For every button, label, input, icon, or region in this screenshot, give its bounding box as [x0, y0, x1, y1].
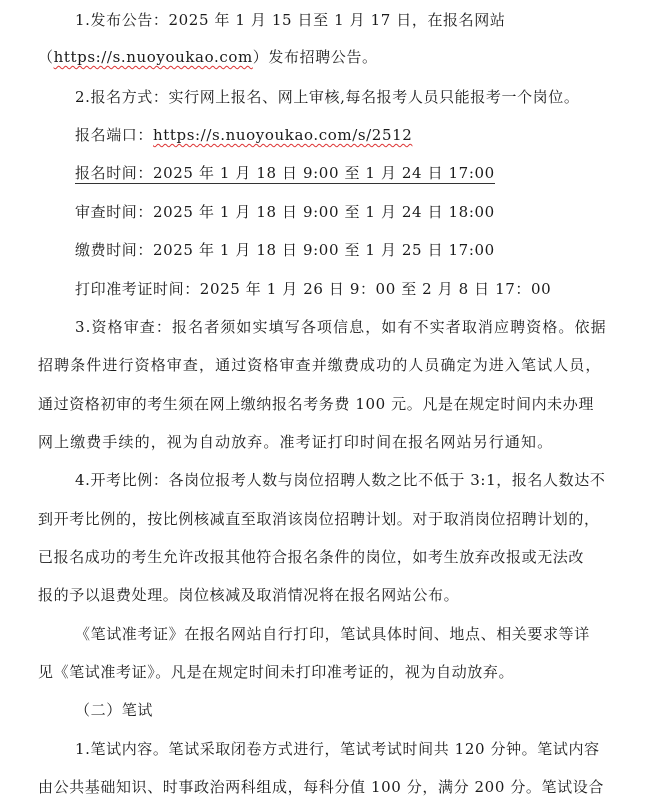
ratio-line-4: 报的予以退费处理。岗位核减及取消情况将在报名网站公布。: [38, 586, 460, 604]
qualification-line-1: 3.资格审查：报名者须如实填写各项信息，如有不实者取消应聘资格。依据: [75, 318, 607, 336]
signup-method: 2.报名方式：实行网上报名、网上审核,每名报考人员只能报考一个岗位。: [75, 88, 580, 106]
portal-label: 报名端口：: [75, 126, 154, 144]
announce-url-line: [38, 47, 378, 67]
written-line-2: 由公共基础知识、时事政治两科组成，每科分值 100 分，满分 200 分。笔试设合: [38, 778, 604, 796]
print-time: 打印准考证时间：2025 年 1 月 26 日 9：00 至 2 月 8 日 17：00: [75, 280, 552, 298]
qualification-line-4: 网上缴费手续的，视为自动放弃。准考证打印时间在报名网站另行通知。: [38, 433, 554, 451]
written-heading: （二）笔试: [75, 701, 154, 719]
qualification-line-3: 通过资格初审的考生须在网上缴纳报名考务费 100 元。凡是在规定时间内未办理: [38, 395, 594, 413]
fee-time: 缴费时间：2025 年 1 月 18 日 9:00 至 1 月 25 日 17:00: [75, 241, 495, 259]
review-time: 审查时间：2025 年 1 月 18 日 9:00 至 1 月 24 日 18:00: [75, 203, 495, 221]
written-line-1: 1.笔试内容。笔试采取闭卷方式进行，笔试考试时间共 120 分钟。笔试内容: [75, 740, 600, 758]
qualification-line-2: 招聘条件进行资格审查，通过资格审查并缴费成功的人员确定为进入笔试人员，: [38, 356, 602, 374]
signup-time: 报名时间：2025 年 1 月 18 日 9:00 至 1 月 24 日 17:00: [75, 164, 495, 182]
announce-suffix: ）发布招聘公告。: [252, 48, 378, 66]
announce-text: 1.发布公告：2025 年 1 月 15 日至 1 月 17 日，在报名网站: [75, 11, 506, 29]
portal-url: https://s.nuoyoukao.com/s/2512: [153, 126, 413, 144]
portal-line: [75, 125, 412, 145]
ratio-line-2: 到开考比例的，按比例核减直至取消该岗位招聘计划。对于取消岗位招聘计划的，: [38, 510, 600, 528]
ratio-line-3: 已报名成功的考生允许改报其他符合报名条件的岗位，如考生放弃改报或无法改: [38, 548, 585, 566]
announce-line: [75, 10, 505, 30]
admission-line-1: 《笔试准考证》在报名网站自行打印，笔试具体时间、地点、相关要求等详: [75, 625, 590, 643]
announce-url: https://s.nuoyoukao.com: [53, 48, 253, 66]
ratio-line-1: 4.开考比例：各岗位报考人数与岗位招聘人数之比不低于 3:1，报名人数达不: [75, 471, 606, 489]
admission-line-2: 见《笔试准考证》。凡是在规定时间未打印准考证的，视为自动放弃。: [38, 663, 515, 681]
paren-open: （: [38, 48, 54, 66]
signup-time-line: [75, 163, 495, 183]
